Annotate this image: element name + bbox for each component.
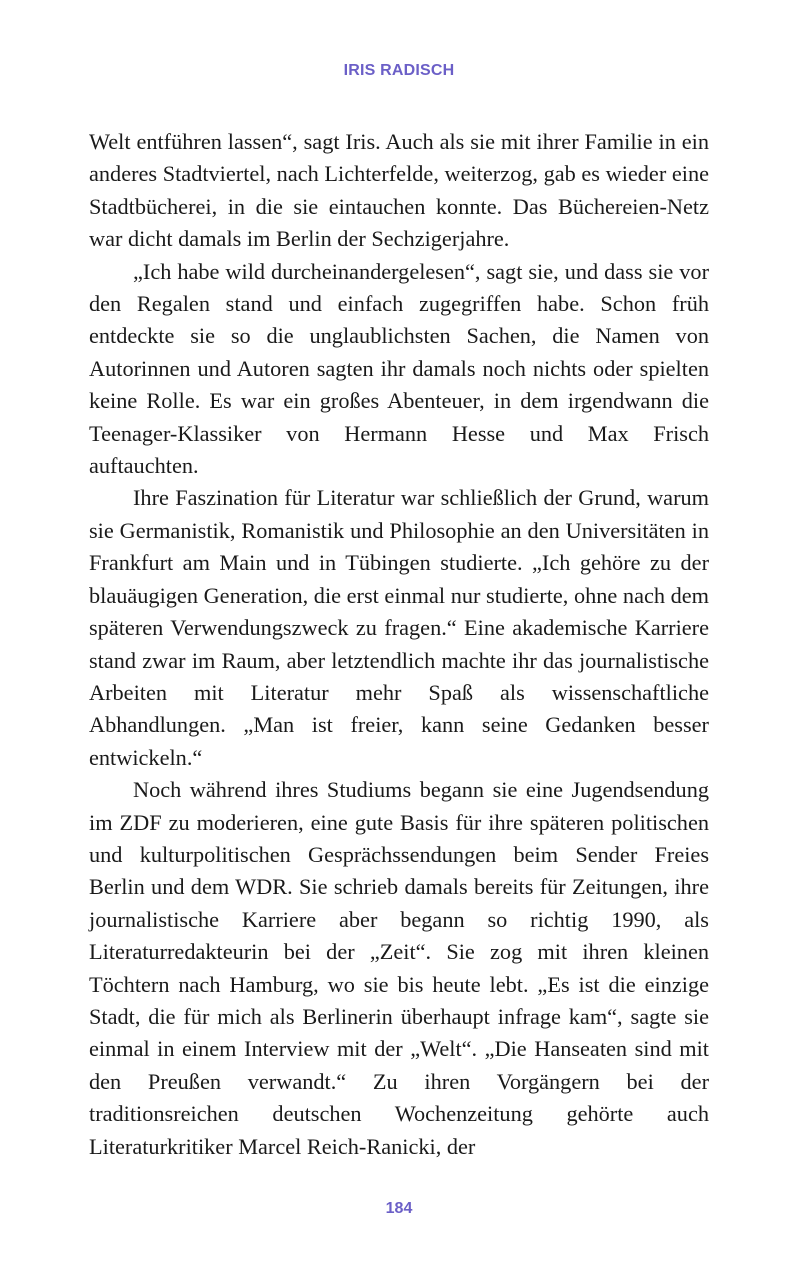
- running-head-title: IRIS RADISCH: [343, 62, 455, 79]
- paragraph-3: Ihre Faszination für Literatur war schließlich der Grund, warum sie Germanistik, Romanistik und Philosophie an den Universitäten in Frankfurt am Main und in Tübingen studierte. „Ich gehöre zu der blauäugigen Generation, die erst einmal nur studierte, ohne nach dem späteren Verwendungszweck zu fragen.“ Eine akademische Karriere stand zwar im Raum, aber letztendlich machte ihr das journalistische Arbeiten mit Literatur mehr Spaß als wissenschaftliche Abhandlungen. „Man ist freier, kann seine Gedanken besser entwickeln.“: [89, 485, 709, 770]
- body-text: [89, 126, 709, 1163]
- page-number: 184: [385, 1200, 413, 1217]
- paragraph-1: Welt entführen lassen“, sagt Iris. Auch als sie mit ihrer Familie in ein anderes Stadtviertel, nach Lichterfelde, weiterzog, gab es wieder eine Stadtbücherei, in die sie eintauchen konnte. Das Büchereien-Netz war dicht damals im Berlin der Sechzigerjahre.: [89, 129, 709, 252]
- paragraph-4: Noch während ihres Studiums begann sie eine Jugendsendung im ZDF zu moderieren, eine gute Basis für ihre späteren politischen und kulturpolitischen Gesprächssendungen beim Sender Freies Berlin und dem WDR. Sie schrieb damals bereits für Zeitungen, ihre journalistische Karriere aber begann so richtig 1990, als Literaturredakteurin bei der „Zeit“. Sie zog mit ihren kleinen Töchtern nach Hamburg, wo sie bis heute lebt. „Es ist die einzige Stadt, die für mich als Berlinerin überhaupt infrage kam“, sagte sie einmal in einem Interview mit der „Welt“. „Die Hanseaten sind mit den Preußen verwandt.“ Zu ihren Vorgängern bei der traditionsreichen deutschen Wochenzeitung gehörte auch Literaturkritiker Marcel Reich-Ranicki, der: [89, 777, 709, 1159]
- paragraph-2: „Ich habe wild durcheinandergelesen“, sagt sie, und dass sie vor den Regalen stand und einfach zugegriffen habe. Schon früh entdeckte sie so die unglaublichsten Sachen, die Namen von Autorinnen und Autoren sagten ihr damals noch nichts oder spielten keine Rolle. Es war ein großes Abenteuer, in dem irgendwann die Teenager-Klassiker von Hermann Hesse und Max Frisch auftauchten.: [89, 258, 709, 479]
